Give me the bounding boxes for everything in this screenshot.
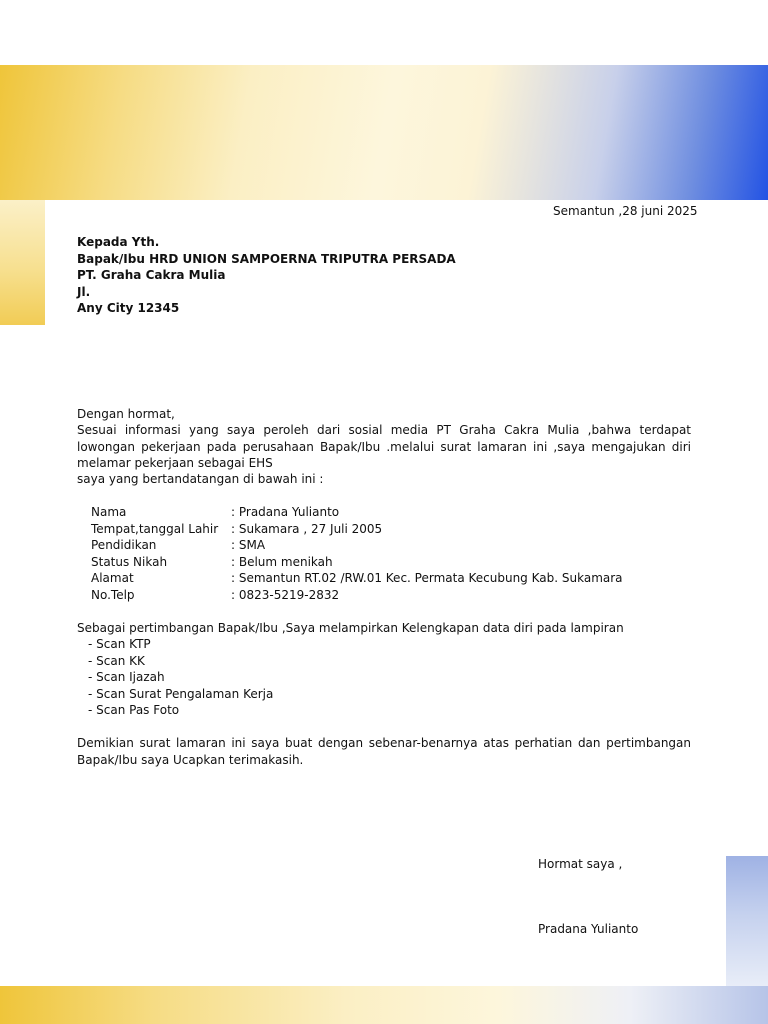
- detail-row: [91, 521, 623, 538]
- recipient-line: Any City 12345: [77, 301, 180, 315]
- attachments-list: [88, 636, 273, 719]
- detail-label: Nama: [91, 505, 127, 519]
- attachments-intro: Sebagai pertimbangan Bapak/Ibu ,Saya melampirkan Kelengkapan data diri pada lampiran: [77, 621, 624, 635]
- right-accent-strip: [726, 856, 768, 986]
- detail-label: Status Nikah: [91, 554, 168, 569]
- attachment-item: - Scan KK: [88, 653, 145, 668]
- intro-paragraph: Sesuai informasi yang saya peroleh dari sosial media PT Graha Cakra Mulia ,bahwa terdapat lowongan pekerjaan pada perusahaan Bapak/Ibu .melalui surat lamaran ini ,saya mengajukan diri melamar pekerjaan sebagai EHS: [77, 423, 691, 470]
- detail-row: [91, 537, 623, 554]
- letter-date: Semantun ,28 juni 2025: [553, 204, 698, 218]
- greeting: Dengan hormat,: [77, 407, 175, 421]
- attachment-item: - Scan Surat Pengalaman Kerja: [88, 686, 274, 701]
- header-gradient-band: [0, 65, 768, 200]
- recipient-block: [77, 234, 456, 317]
- footer-gradient-band: [0, 986, 768, 1024]
- detail-row: [91, 570, 623, 587]
- detail-value: : Belum menikah: [231, 554, 333, 569]
- left-accent-strip: [0, 200, 45, 325]
- recipient-line: Jl.: [77, 284, 91, 299]
- detail-row: [91, 587, 623, 604]
- signer-name: Pradana Yulianto: [538, 922, 639, 936]
- detail-value: : SMA: [231, 538, 266, 552]
- closing-paragraph: Demikian surat lamaran ini saya buat dengan sebenar-benarnya atas perhatian dan pertimbangan Bapak/Ibu saya Ucapkan terimakasih.: [77, 736, 691, 767]
- detail-value: : Sukamara , 27 Juli 2005: [231, 521, 383, 536]
- detail-row: [91, 554, 623, 571]
- detail-row: [91, 504, 623, 521]
- closing-salutation: Hormat saya ,: [538, 857, 623, 871]
- detail-label: Tempat,tanggal Lahir: [91, 521, 219, 536]
- attachment-item: - Scan Pas Foto: [88, 703, 180, 717]
- detail-value: : 0823-5219-2832: [231, 587, 340, 602]
- personal-details: [91, 504, 623, 603]
- detail-label: Pendidikan: [91, 538, 157, 552]
- signer-intro: saya yang bertandatangan di bawah ini :: [77, 472, 324, 486]
- recipient-line: Bapak/Ibu HRD UNION SAMPOERNA TRIPUTRA PERSADA: [77, 251, 456, 266]
- recipient-line: Kepada Yth.: [77, 235, 160, 249]
- detail-label: Alamat: [91, 571, 134, 585]
- detail-value: : Pradana Yulianto: [231, 505, 340, 519]
- attachment-item: - Scan Ijazah: [88, 670, 165, 684]
- detail-label: No.Telp: [91, 587, 135, 602]
- attachment-item: - Scan KTP: [88, 637, 151, 651]
- recipient-line: PT. Graha Cakra Mulia: [77, 268, 226, 282]
- detail-value: : Semantun RT.02 /RW.01 Kec. Permata Kecubung Kab. Sukamara: [231, 571, 623, 585]
